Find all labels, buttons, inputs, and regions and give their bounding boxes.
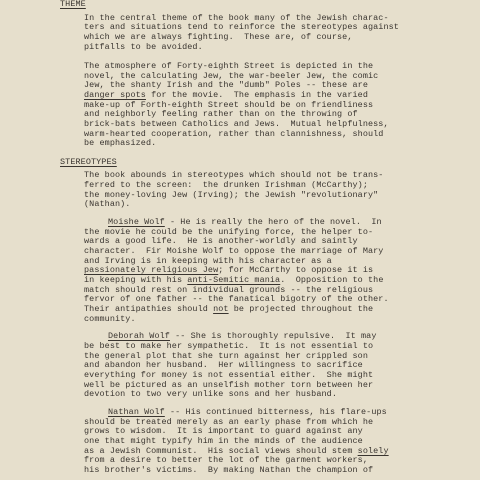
theme-p2-line-4-rest: for the movie. The emphasis in the varied [145, 89, 368, 100]
nathan-line-4: one that might typify him in the minds of the audience [84, 436, 363, 447]
moishe-line-3: wards a good life. He is another-worldly and saintly [84, 236, 358, 247]
theme-p2-line-8: warm-hearted cooperation, rather than clannishness, should [84, 128, 384, 139]
moishe-line-4: character. Fir Moishe Wolf to oppose the marriage of Mary [84, 246, 384, 257]
moishe-line-9: fervor of one father -- the fanatical bigotry of the other. [84, 294, 389, 305]
theme-p2-line-3: Jew, the shanty Irish and the "dumb" Poles -- these are [84, 80, 368, 91]
theme-p1-line-4: pitfalls to be avoided. [84, 41, 203, 52]
theme-p2-line-1: The atmosphere of Forty-eighth Street is depicted in the [84, 60, 374, 71]
deborah-wolf-name: Deborah Wolf [108, 331, 170, 342]
nathan-line-2: should be treated merely as an early phase from which he [84, 416, 374, 427]
moishe-line-7-rest: . Opposition to the [280, 275, 384, 286]
theme-p2-line-2: novel, the calculating Jew, the war-beeler Jew, the comic [84, 70, 379, 81]
moishe-line-5: and Irving is in keeping with his character as a [84, 255, 332, 266]
nathan-line-5-start: as a Jewish Communist. His social views should stem [84, 445, 358, 456]
moishe-line-2: the movie he could be the unifying force, the helper to- [84, 226, 374, 237]
moishe-wolf-name: Moishe Wolf [108, 217, 165, 228]
nathan-line-7: his brother's victims. By making Nathan the champion of [84, 465, 374, 475]
theme-p2-line-7: brick-bats between Catholics and Jews. Mutual helpfulness, [84, 118, 389, 129]
moishe-line-7-start: in keeping with his [84, 275, 188, 286]
nathan-line-3: grows to wisdom. It is important to guard against any [84, 426, 363, 437]
moishe-line-10-start: Their antipathies should [84, 304, 214, 315]
theme-p2-line-5: make-up of Forth-eighth Street should be on friendliness [84, 99, 374, 110]
deborah-line-5: everything for money is not essential either. She might [84, 370, 374, 381]
deborah-line-2: be best to make her sympathetic. It is not essential to [84, 341, 374, 352]
deborah-line-6: well be pictured as an unselfish mother torn between her [84, 379, 374, 390]
theme-p1-line-3: which we are always fighting. These are, of course, [84, 31, 353, 42]
anti-semitic-mania-underlined: anti-Semitic mania [187, 275, 281, 286]
moishe-line-6-rest: ; for McCarthy to oppose it is [218, 265, 374, 276]
theme-p2-line-6: and neighborly feeling rather than on the throwing of [84, 109, 358, 120]
theme-p1-line-1: In the central theme of the book many of the Jewish charac- [84, 12, 389, 23]
stereotypes-heading: STEREOTYPES [60, 156, 117, 167]
moishe-line-11: community. [84, 313, 136, 324]
deborah-line-3: the general plot that she turn against her crippled son [84, 350, 368, 361]
danger-spots-underlined: danger spots [84, 89, 146, 100]
theme-p2-line-9: be emphasized. [84, 138, 157, 149]
nathan-line-6: from a desire to better the lot of the garment workers, [84, 455, 368, 466]
solely-underlined: solely [357, 445, 389, 456]
stereo-p1-line-4: (Nathan). [84, 199, 131, 210]
theme-p1-line-2: ters and situations tend to reinforce the stereotypes against [84, 22, 399, 33]
stereo-p1-line-2: ferred to the screen: the drunken Irishman (McCarthy); [84, 180, 368, 191]
not-underlined: not [213, 304, 229, 315]
stereo-p1-line-3: the money-loving Jew (Irving); the Jewish "revolutionary" [84, 189, 379, 200]
deborah-line-4: and abandon her husband. Her willingness to sacrifice [84, 360, 363, 371]
moishe-line-8: match should rest on individual grounds -- the religious [84, 284, 374, 295]
deborah-line-7: devotion to two very unlike sons and her husband. [84, 389, 338, 400]
nathan-line-1-rest: -- His continued bitterness, his flare-ups [164, 407, 387, 418]
moishe-line-10-rest: be projected throughout the [228, 304, 374, 315]
theme-heading: THEME [60, 0, 86, 9]
nathan-wolf-name: Nathan Wolf [108, 407, 165, 418]
stereo-p1-line-1: The book abounds in stereotypes which should not be trans- [84, 170, 384, 181]
deborah-line-1-rest: -- She is thoroughly repulsive. It may [169, 331, 377, 342]
passionately-religious-underlined: passionately religious Jew [84, 265, 219, 276]
moishe-line-1-rest: - He is really the hero of the novel. In [164, 217, 382, 228]
